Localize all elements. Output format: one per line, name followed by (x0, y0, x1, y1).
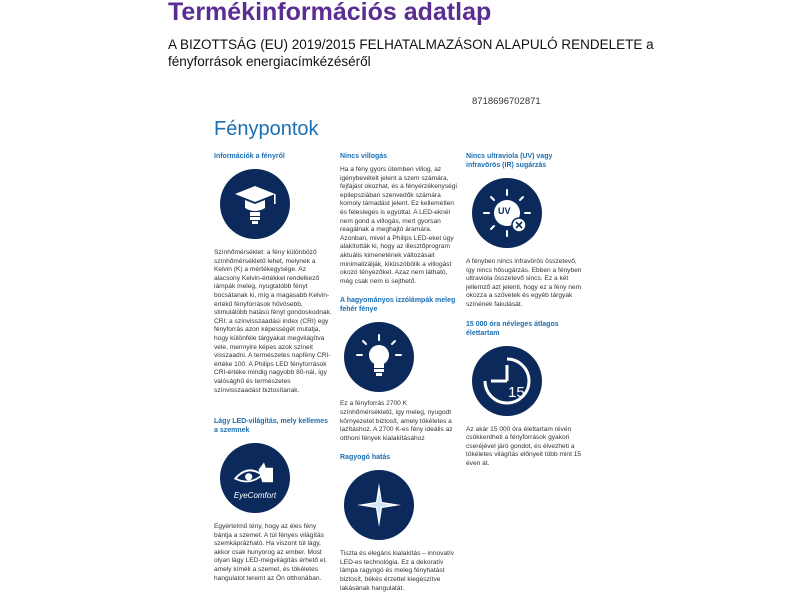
column-2 (340, 152, 458, 593)
eye-comfort-label: EyeComfort (233, 490, 277, 500)
lifetime-years-label: 15 (508, 383, 525, 401)
page-subtitle: A BIZOTTSÁG (EU) 2019/2015 FELHATALMAZÁSON ALAPULÓ RENDELETE a fényforrások energiacímkézéséről (168, 37, 654, 69)
column-3 (466, 152, 584, 469)
no-flicker-text: Ha a fény gyors ütemben villog, az igénybevételt jelent a szem számára, fejfájást okozhat, és a fényérzékenységi epilepsziában szenvedők számára komoly támadást jelent. Ez kellemetlen és felesleges is egyúttal. A LED-eknél nem gond a villogás, mert gyorsan reagálnak a meghajtó áramára. Azonban, mivel a Philips LED-eket úgy alakították ki, hogy az illesztőprogram aktuális kimenetének változásait minimalizálják, kiküszöbölik a villogást okozó tényezőket. Azaz nem látható, még csak nem is sejthető. (340, 166, 457, 285)
eye-comfort-icon (220, 443, 290, 513)
column-1 (214, 152, 332, 583)
soft-led-heading: Lágy LED-világítás, mely kellemes a szemnek (214, 418, 328, 435)
sparkle-icon (344, 470, 414, 540)
no-uv-text: A fényben nincs infravörös összetevő, így nincs hősugárzás. Ebben a fényben ultraviola összetevő sincs. Ez a két jellemző azt jelenti, hogy ez a fény nem okozza a szövetek és egyéb tárgyak színének fakulását. (466, 258, 582, 308)
page-title: Termékinformációs adatlap (168, 0, 492, 26)
no-uv-heading: Nincs ultraviola (UV) vagy infravörös (IR) sugárzás (466, 153, 553, 169)
warm-white-text: Ez a fényforrás 2700 K színhőmérsékletű, így meleg, nyugodt környezetet biztosít, amely tökéletes a lazításhoz. A 2700 K-es fény ideális az otthoni fények kialakításához (340, 400, 453, 442)
no-flicker-heading: Nincs villogás (340, 153, 388, 160)
product-code: 8718696702871 (472, 96, 541, 107)
lightbulb-icon (344, 322, 414, 392)
info-text: Színhőmérséklet: a fény különböző színhőmérsékletű lehet, melynek a Kelvin (K) a mértékegysége. Az alacsony Kelvin-értékkel rendelkező lámpák meleg, nyugtatóbb fényt bocsátanak ki, míg a magasabb Kelvin-értékű fényforrások hűvösebb, stimulálóbb hatású fényt gondoskodnak. CRI: a színvisszaadási index (CRI) egy fényforrás azon képességét mutatja, hogy különféle tárgyakat megvilágítva vele, mennyire képes azok színeit visszaadni. A természetes napfény CRI-értéke 100. A Philips LED fényforrások CRI-értéke mindig nagyobb 80-nál, így valósághű és természetes színvisszaadást biztosítanak. (214, 249, 332, 394)
graduation-bulb-icon (220, 169, 290, 239)
lifetime-text: Az akár 15 000 óra élettartam révén csökkentheti a fényforrások gyakori cseréjével járó gondot, és élvezheti a tökéletes világítás előnyeit több mint 15 éven át. (466, 425, 582, 467)
uv-label: UV (498, 206, 511, 216)
info-heading: Információk a fényről (214, 153, 285, 160)
sparkle-heading: Ragyogó hatás (340, 454, 391, 462)
soft-led-text: Egyértelmű tény, hogy az éles fény bántja a szemet. A túl fényes világítás szemkáprázható. Ha viszont túl lágy, akkor csak hunyorog az ember. Most olyan lágy LED-megvilágítás érhető el, amely kíméli a szemet, és tökéletes hangulatot teremt az Ön otthonában. (214, 523, 327, 582)
no-uv-icon (472, 178, 542, 248)
warm-white-heading: A hagyományos izzólámpák meleg fehér fénye (340, 297, 456, 314)
clock-15-icon (472, 346, 542, 416)
sparkle-text: Tiszta és elegáns kialakítás – innovatív LED-es technológia. Ez a dekoratív lámpa ragyogó és meleg fényhatást biztosít, békés érzettel kiegészítve lakásának hangulatát. (340, 550, 455, 592)
lifetime-heading: 15 000 óra névleges átlagos élettartam (466, 320, 559, 337)
section-title: Fénypontok (214, 118, 319, 140)
